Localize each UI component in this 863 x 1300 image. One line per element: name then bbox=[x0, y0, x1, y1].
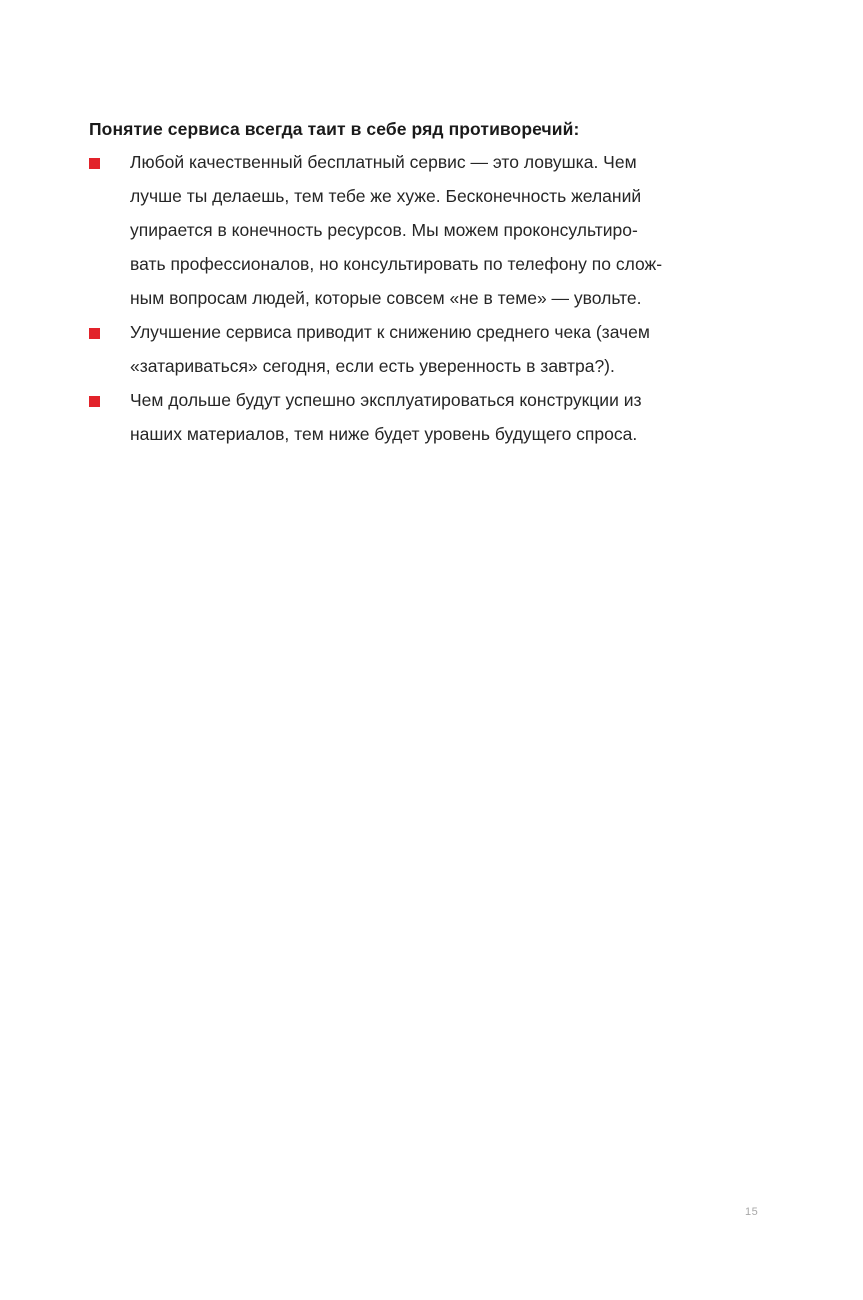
list-item bbox=[89, 383, 779, 451]
list-item-line: Чем дольше будут успешно эксплуатироваться конструкции из bbox=[130, 390, 642, 410]
list-item bbox=[89, 145, 779, 315]
list-item-line: вать профессионалов, но консультировать по телефону по слож- bbox=[130, 254, 663, 274]
red-square-bullet-icon bbox=[89, 328, 100, 339]
bullet-list bbox=[89, 145, 779, 451]
section-heading: Понятие сервиса всегда таит в себе ряд противоречий: bbox=[89, 119, 580, 139]
list-item-line: ным вопросам людей, которые совсем «не в теме» — увольте. bbox=[130, 288, 642, 308]
list-item bbox=[89, 315, 779, 383]
red-square-bullet-icon bbox=[89, 396, 100, 407]
red-square-bullet-icon bbox=[89, 158, 100, 169]
list-item-line: Улучшение сервиса приводит к снижению среднего чека (зачем bbox=[130, 322, 650, 342]
list-item-line: наших материалов, тем ниже будет уровень будущего спроса. bbox=[130, 424, 638, 444]
list-item-line: «затариваться» сегодня, если есть уверенность в завтра?). bbox=[130, 356, 615, 376]
list-item-line: Любой качественный бесплатный сервис — это ловушка. Чем bbox=[130, 152, 637, 172]
list-item-line: лучше ты делаешь, тем тебе же хуже. Бесконечность желаний bbox=[130, 186, 642, 206]
content-block bbox=[89, 113, 779, 451]
list-item-line: упирается в конечность ресурсов. Мы можем проконсультиро- bbox=[130, 220, 638, 240]
page-number: 15 bbox=[745, 1206, 759, 1218]
